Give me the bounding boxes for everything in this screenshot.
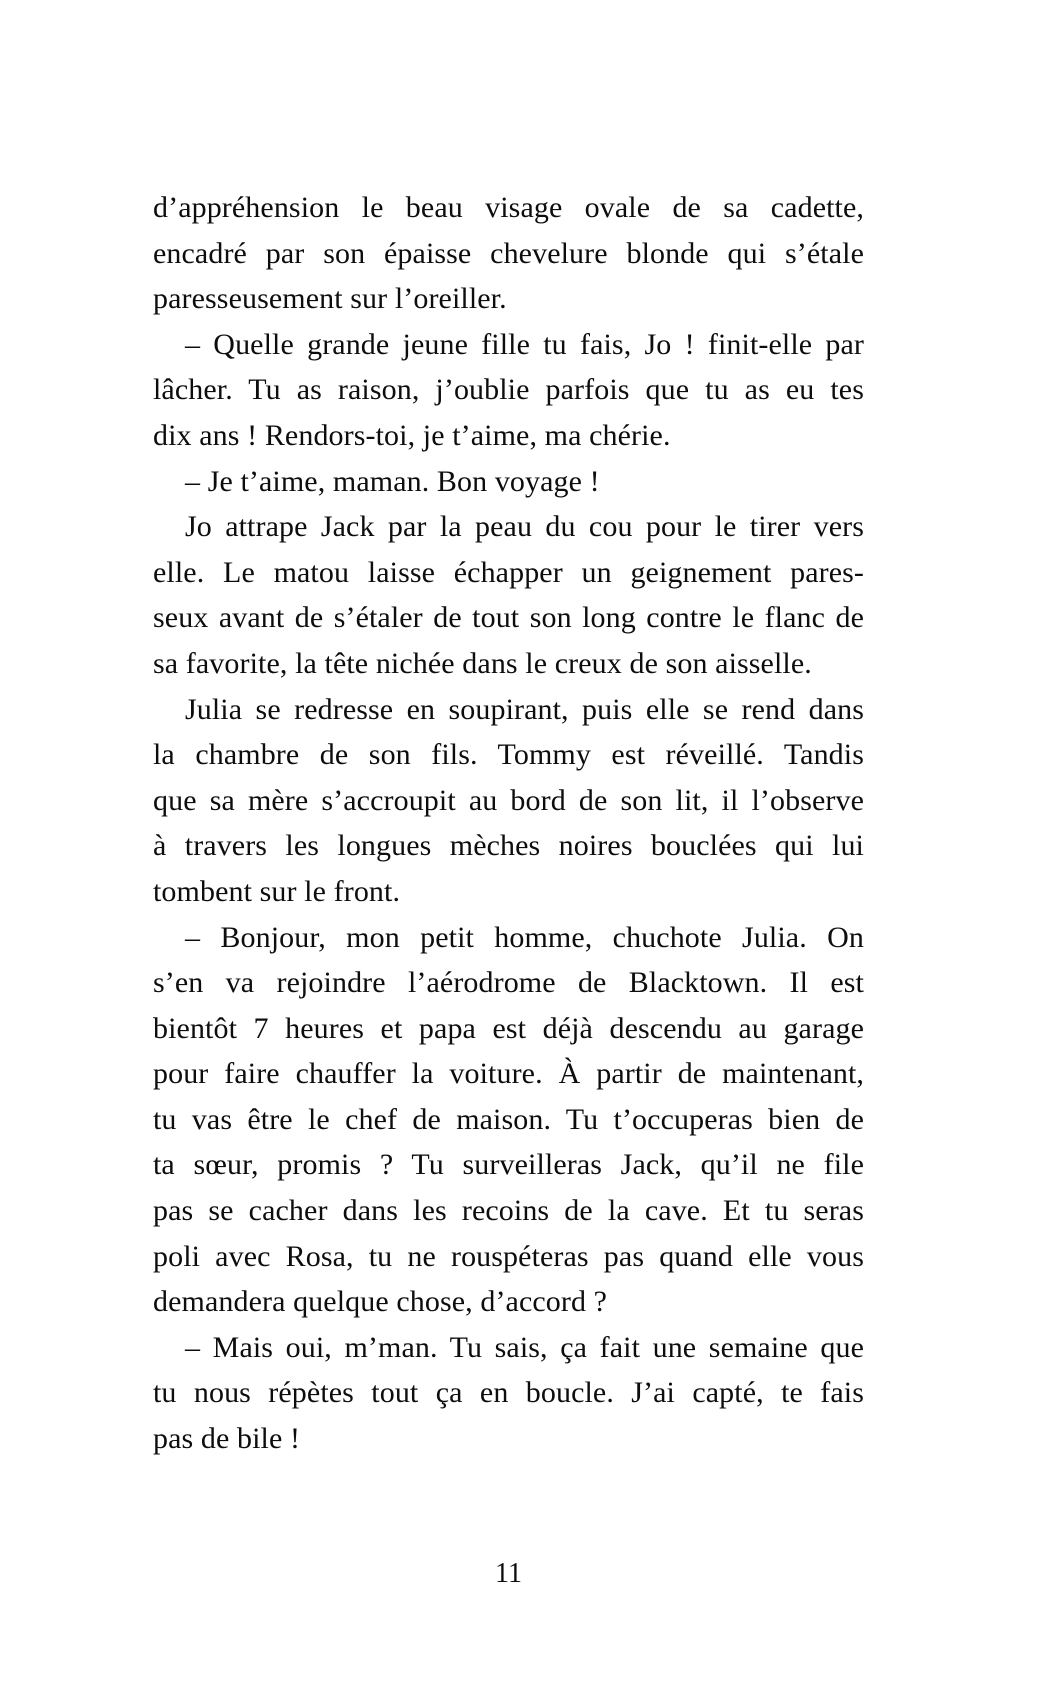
text-line: la chambre de son fils. Tommy est réveillé. Tandis <box>153 738 864 772</box>
text-line: – Mais oui, m’man. Tu sais, ça fait une semaine que <box>185 1330 864 1364</box>
text-line: pas de bile ! <box>153 1422 301 1456</box>
text-line: s’en va rejoindre l’aérodrome de Blacktown. Il est <box>153 966 864 1000</box>
text-line: – Bonjour, mon petit homme, chuchote Julia. On <box>185 920 864 954</box>
text-line: tombent sur le front. <box>153 874 401 908</box>
text-line: seux avant de s’étaler de tout son long contre le flanc de <box>153 601 864 635</box>
text-line: sa favorite, la tête nichée dans le creux de son aisselle. <box>153 646 812 680</box>
text-line: tu nous répètes tout ça en boucle. J’ai capté, te fais <box>153 1376 864 1410</box>
text-line: lâcher. Tu as raison, j’oublie parfois que tu as eu tes <box>153 373 864 407</box>
text-line: bientôt 7 heures et papa est déjà descendu au garage <box>153 1011 864 1045</box>
text-line: ta sœur, promis ? Tu surveilleras Jack, qu’il ne file <box>153 1148 864 1182</box>
page-text <box>153 185 864 1462</box>
text-line: à travers les longues mèches noires bouclées qui lui <box>153 829 864 863</box>
text-line: paresseusement sur l’oreiller. <box>153 282 507 316</box>
text-line: tu vas être le chef de maison. Tu t’occuperas bien de <box>153 1102 864 1136</box>
text-line: Jo attrape Jack par la peau du cou pour le tirer vers <box>185 510 864 544</box>
text-line: – Quelle grande jeune fille tu fais, Jo ! finit-elle par <box>185 327 864 361</box>
text-line: que sa mère s’accroupit au bord de son lit, il l’observe <box>153 783 864 817</box>
text-line: pas se cacher dans les recoins de la cave. Et tu seras <box>153 1194 864 1228</box>
text-line: – Je t’aime, maman. Bon voyage ! <box>185 464 600 498</box>
text-line: Julia se redresse en soupirant, puis elle se rend dans <box>185 692 864 726</box>
text-line: dix ans ! Rendors-toi, je t’aime, ma chérie. <box>153 418 671 452</box>
text-line: demandera quelque chose, d’accord ? <box>153 1285 608 1319</box>
text-line: d’appréhension le beau visage ovale de sa cadette, <box>153 191 864 224</box>
text-line: pour faire chauffer la voiture. À partir de maintenant, <box>153 1057 864 1091</box>
text-line: poli avec Rosa, tu ne rouspéteras pas quand elle vous <box>153 1239 864 1273</box>
text-line: encadré par son épaisse chevelure blonde qui s’étale <box>153 236 864 270</box>
text-line: elle. Le matou laisse échapper un geignement pares- <box>153 555 864 589</box>
page-number: 11 <box>495 1558 522 1589</box>
